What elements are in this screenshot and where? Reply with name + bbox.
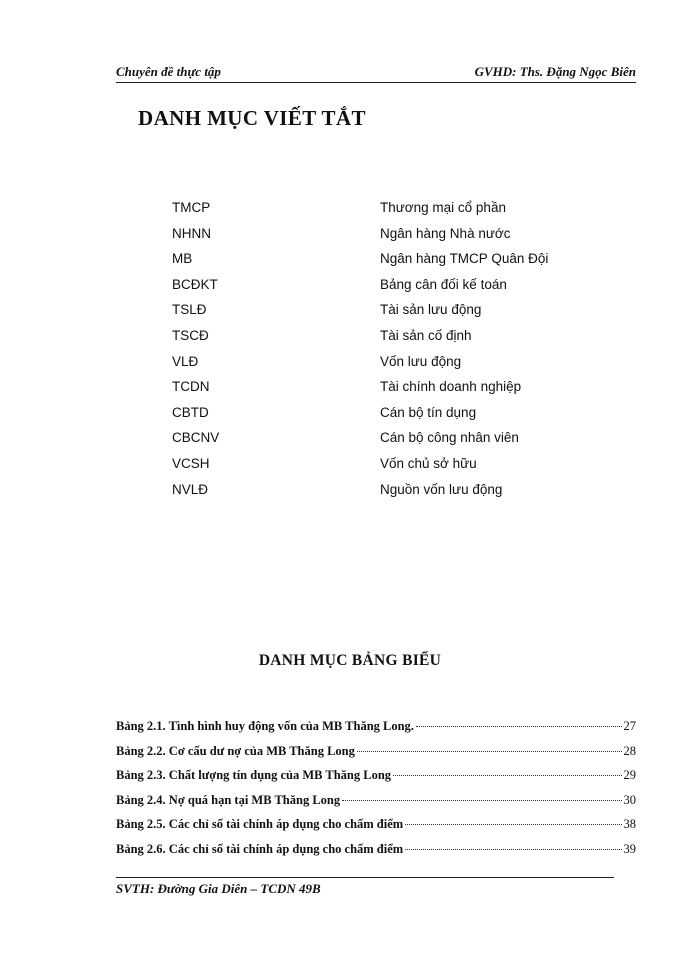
abbreviation-row (172, 226, 572, 252)
toc-entry-label: Bảng 2.6. Các chỉ số tài chính áp dụng cho chấm điểm (116, 841, 404, 856)
abbreviation-meaning: Ngân hàng TMCP Quân Đội (380, 251, 549, 267)
abbreviation-term: CBCNV (172, 430, 220, 446)
abbreviation-meaning: Cán bộ tín dụng (380, 404, 477, 420)
abbreviation-term: NVLĐ (172, 481, 209, 497)
abbreviation-term: MB (172, 251, 193, 267)
header-rule (116, 82, 636, 83)
abbreviation-row (172, 354, 572, 380)
abbreviation-row (172, 302, 572, 328)
abbreviation-row (172, 277, 572, 303)
abbreviation-term: CBTD (172, 404, 209, 420)
toc-entry[interactable] (116, 793, 636, 818)
abbreviation-row (172, 379, 572, 405)
page-footer: SVTH: Đường Gia Diên – TCDN 49B (116, 881, 321, 896)
abbreviations-title: DANH MỤC VIẾT TẮT (138, 106, 366, 130)
dot-leader (342, 800, 621, 801)
abbreviation-row (172, 251, 572, 277)
toc-entry[interactable] (116, 817, 636, 842)
abbreviation-term: TMCP (172, 200, 211, 215)
dot-leader (405, 824, 621, 825)
toc-entry[interactable] (116, 719, 636, 744)
toc-entry-page: 30 (623, 792, 636, 807)
toc-entry[interactable] (116, 842, 636, 867)
abbreviation-term: VCSH (172, 455, 210, 471)
tables-list-title: DANH MỤC BẢNG BIỂU (258, 652, 442, 669)
abbreviation-meaning: Nguồn vốn lưu động (380, 481, 503, 497)
dot-leader (357, 751, 622, 752)
toc-entry-page: 27 (623, 719, 636, 733)
toc-entry-label: Bảng 2.2. Cơ cấu dư nợ của MB Thăng Long (116, 743, 355, 758)
toc-entry-label: Bảng 2.5. Các chỉ số tài chính áp dụng cho chấm điểm (116, 817, 404, 832)
abbreviation-row (172, 482, 572, 508)
toc-entry-page: 38 (623, 817, 636, 832)
abbreviation-meaning: Vốn chủ sở hữu (380, 455, 477, 471)
footer-rule (116, 877, 614, 878)
abbreviation-row (172, 456, 572, 482)
abbreviation-term: TSLĐ (172, 302, 207, 318)
abbreviation-meaning: Bảng cân đối kế toán (380, 276, 507, 292)
abbreviation-meaning: Tài sản lưu động (380, 302, 482, 318)
page-header (116, 64, 636, 82)
abbreviation-term: VLĐ (172, 353, 199, 369)
dot-leader (416, 726, 622, 727)
toc-entry-label: Bảng 2.4. Nợ quá hạn tại MB Thăng Long (116, 792, 341, 807)
abbreviation-term: NHNN (172, 225, 211, 241)
abbreviation-meaning: Thương mại cổ phần (380, 200, 506, 215)
toc-entry-page: 39 (623, 841, 636, 856)
toc-entry[interactable] (116, 768, 636, 793)
abbreviation-term: TSCĐ (172, 327, 209, 343)
abbreviations-list (172, 200, 572, 507)
abbreviation-meaning: Tài sản cố định (380, 327, 472, 343)
header-supervisor: GVHD: Ths. Đặng Ngọc Biên (474, 64, 636, 79)
abbreviation-meaning: Cán bộ công nhân viên (380, 430, 519, 446)
dot-leader (405, 849, 621, 850)
abbreviation-row (172, 200, 572, 226)
toc-entry[interactable] (116, 744, 636, 769)
abbreviation-row (172, 405, 572, 431)
abbreviation-term: TCDN (172, 379, 210, 395)
abbreviation-meaning: Vốn lưu động (380, 353, 462, 369)
dot-leader (393, 775, 621, 776)
header-document-type: Chuyên đề thực tập (116, 64, 221, 79)
abbreviation-meaning: Ngân hàng Nhà nước (380, 225, 511, 241)
abbreviation-meaning: Tài chính doanh nghiệp (380, 379, 522, 395)
abbreviation-row (172, 430, 572, 456)
toc-entry-label: Bảng 2.3. Chất lượng tín dụng của MB Thăng Long (116, 768, 392, 783)
toc-entry-page: 29 (623, 768, 636, 783)
tables-list (116, 719, 636, 867)
abbreviation-term: BCĐKT (172, 276, 218, 292)
abbreviation-row (172, 328, 572, 354)
toc-entry-page: 28 (623, 743, 636, 758)
toc-entry-label: Bảng 2.1. Tình hình huy động vốn của MB Thăng Long. (116, 719, 414, 733)
